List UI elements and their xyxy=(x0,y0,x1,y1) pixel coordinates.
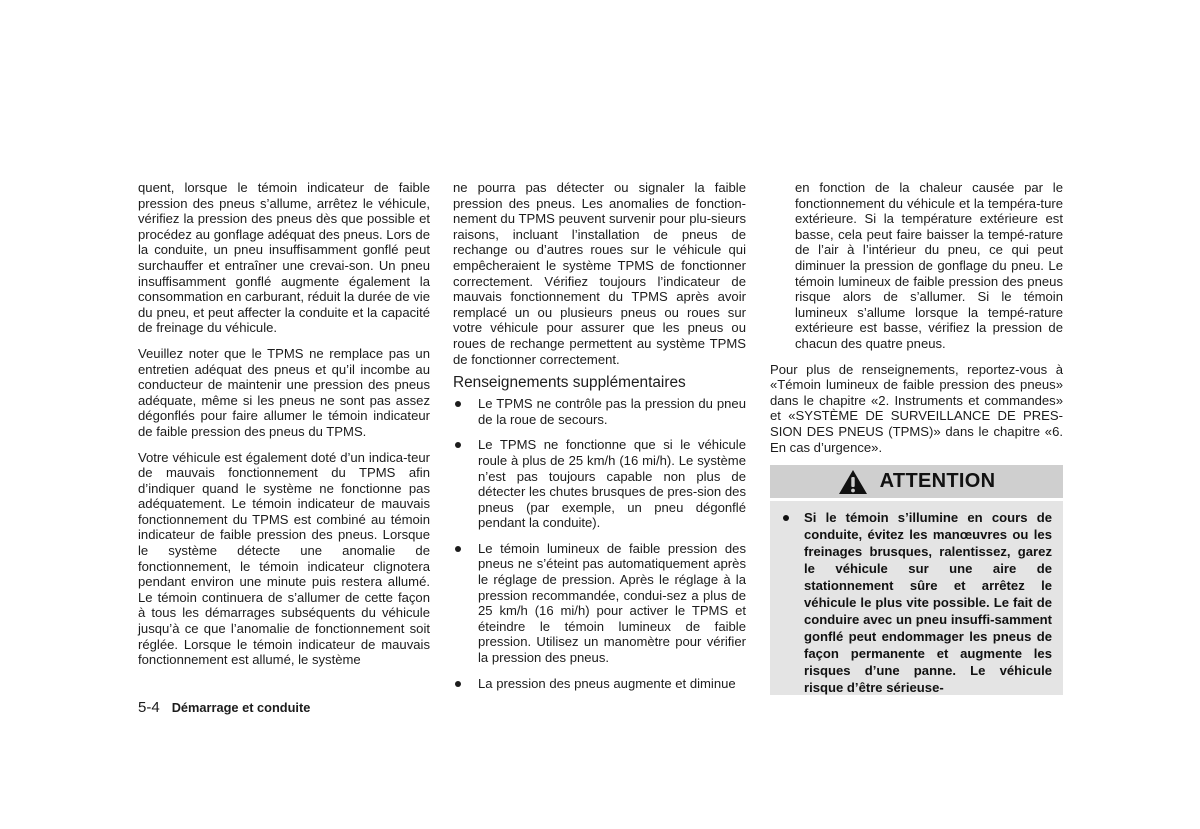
attention-box xyxy=(770,465,1063,695)
column-2 xyxy=(453,180,746,691)
section-title: Renseignements supplémentaires xyxy=(453,374,686,392)
bullet-icon xyxy=(455,401,461,407)
bullet-list xyxy=(453,396,746,691)
attention-item: Si le témoin s’illumine en cours de conduite, évitez les manœuvres ou les freinages brusques, ralentissez, garez le véhicule sur une aire de stationnement sûre et arrêtez le véhicule le plus vite possible. Le fait de conduire avec un pneu insuffi-samment gonflé peut endommager les pneus de façon permanente et augmente les risques d’une panne. Le véhicule risque d’être sérieuse- xyxy=(780,509,1052,695)
column-1 xyxy=(138,180,430,668)
bullet-icon xyxy=(455,442,461,448)
page-footer xyxy=(138,700,310,716)
list-item: La pression des pneus augmente et diminue xyxy=(453,676,746,692)
chapter-title: Démarrage et conduite xyxy=(171,700,311,715)
attention-body xyxy=(770,501,1063,695)
attention-title: ATTENTION xyxy=(879,469,996,492)
column-3 xyxy=(770,180,1063,695)
list-item: Le TPMS ne contrôle pas la pression du pneu de la roue de secours. xyxy=(453,396,746,427)
list-item: Le témoin lumineux de faible pression des pneus ne s’éteint pas automatiquement après le réglage de pression. Après le réglage à la pression recommandée, condui-sez a plus de 25 km/h (16 mi/h) pour activer le TPMS et éteindre le témoin lumineux de faible pression. Utilisez un manomètre pour vérifier la pression des pneus. xyxy=(453,541,746,666)
paragraph-tpms-malfunction-indicator: Votre véhicule est également doté d’un indica-teur de mauvais fonctionnement du TPMS afin d’indiquer quand le système ne fonctionne pas adéquatement. Le témoin indicateur de mauvais fonctionnement du TPMS est combiné au témoin indicateur de faible pression des pneus. Lorsque le système détecte une anomalie de fonctionnement, le témoin indicateur clignotera pendant environ une minute puis restera allumé. Le témoin continuera de s’allumer de cette façon à tous les démarrages subséquents du véhicule jusqu’à ce que l’anomalie de fonctionnement soit réglée. Lorsque le témoin indicateur de mauvais fonctionnement est allumé, le système xyxy=(138,449,430,668)
paragraph-tpms-warning-action: quent, lorsque le témoin indicateur de faible pression des pneus s’allume, arrêtez le véhicule, vérifiez la pression des pneus dès que possible et procédez au gonflage adéquat des pneus. Lors de la conduite, un pneu insuffisamment gonflé peut surchauffer et entraîner une crevai-son. Un pneu insuffisamment gonflé augmente également la consommation en carburant, réduit la durée de vie du pneu, et peut affecter la conduite et la capacité de freinage du véhicule. xyxy=(138,180,430,336)
paragraph-tpms-malfunction-causes: ne pourra pas détecter ou signaler la faible pression des pneus. Les anomalies de fonction-nement du TPMS peuvent survenir pour plu-sieurs raisons, incluant l’installation de pneus de rechange ou d’autres roues sur le véhicule qui empêcheraient le système TPMS de fonctionner correctement. Vérifiez toujours l’indicateur de mauvais fonctionnement du TPMS après avoir remplacé un ou plusieurs pneus ou roues sur votre véhicule pour assurer que les pneus ou roues de rechange permettent au système TPMS de fonctionner correctement. xyxy=(453,180,746,367)
page-number: 5-4 xyxy=(138,699,160,716)
bullet-icon xyxy=(783,515,789,521)
paragraph-references: Pour plus de renseignements, reportez-vous à «Témoin lumineux de faible pression des pneus» dans le chapitre «2. Instruments et commandes» et «SYSTÈME DE SURVEILLANCE DE PRES-SION DES PNEUS (TPMS)» dans le chapitre «6. En cas d’urgence». xyxy=(770,361,1063,455)
attention-header xyxy=(770,465,1063,498)
warning-triangle-icon xyxy=(838,469,868,495)
list-item: Le TPMS ne fonctionne que si le véhicule roule à plus de 25 km/h (16 mi/h). Le système n’est pas toujours capable non plus de détecter les chutes brusques de pres-sion des pneus (par exemple, un pneu dégonflé pendant la conduite). xyxy=(453,437,746,531)
paragraph-tpms-maintenance-note: Veuillez noter que le TPMS ne remplace pas un entretien adéquat des pneus et qu’il incombe au conducteur de maintenir une pression des pneus adéquate, même si les pneus ne sont pas assez dégonflés pour faire allumer le témoin indicateur de faible pression des pneus du TPMS. xyxy=(138,345,430,439)
bullet-continuation: en fonction de la chaleur causée par le fonctionnement du véhicule et la tempéra-ture extérieure. Si la température extérieure est basse, cela peut faire baisser la tempé-rature de l’air à l’intérieur du pneu, ce qui peut diminuer la pression de gonflage du pneu. Le témoin lumineux de faible pression des pneus risque alors de s’allumer. Si le témoin lumineux s’allume lorsque la tempé-rature extérieure est basse, vérifiez la pression de chacun des quatre pneus. xyxy=(795,180,1063,351)
bullet-icon xyxy=(455,546,461,552)
bullet-icon xyxy=(455,681,461,687)
